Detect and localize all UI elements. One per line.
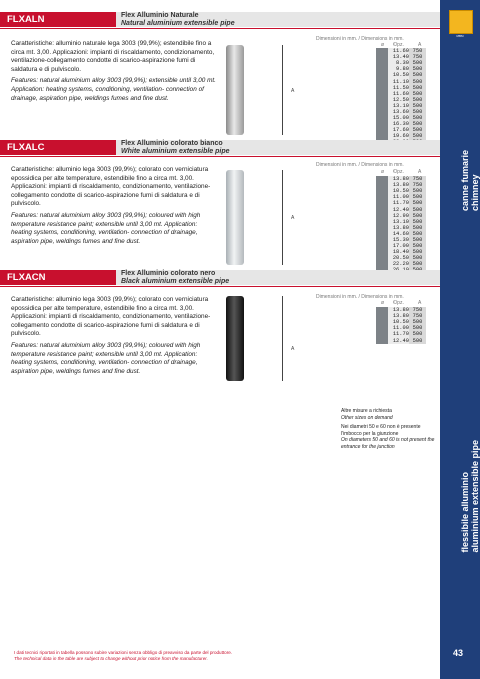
cell-length: 500 [409,91,426,97]
product-code-flxalc: FLXALC [0,140,123,155]
disclaimer-en: The technical data in the table are subject to change without prior notice from the manufacturer. [14,656,208,661]
product-description [11,40,216,103]
cell-price: 19.60 [388,133,409,139]
logo-label: MBM [456,34,464,38]
cell-length: 500 [409,115,426,121]
dimension-line [282,296,283,381]
dimensions-header: Dimensioni in mm. / Dimensions in mm. [316,162,404,168]
description-en: Features: natural aluminium alloy 3003 (99,9%); coloured with high temperature resistance paint; extensible until 3,00 mt. Application: heating systems, conditioning, ventilation- connection of drainage, aspiration pipe, weldings fumes and fine dust. [11,211,201,245]
cell-price: 17.00 [388,243,409,249]
cell-price: 11.50 [388,85,409,91]
page-number: 43 [453,648,464,658]
cell-length: 500 [409,194,426,200]
cell-length: 500 [409,121,426,127]
product-family-label [460,440,480,553]
cell-price: 12.40 [388,206,409,212]
product-title-it: Flex Alluminio colorato nero [121,270,216,277]
product-title-en: Black aluminium extensible pipe [121,278,230,285]
cell-length: 750 [409,54,426,60]
product-code-flxaln: FLXALN [0,12,123,27]
description-it: Caratteristiche: alluminio naturale lega 3003 (99,9%); estendibile fino a circa mt. 3,00. Applicazioni: impianti di riscaldamento, condizionamento, ventilazione-collegamento condotte di scarico-aspirazione fumi di saldatura e di pulviscolo. [11,40,215,73]
cell-length: 500 [409,133,426,139]
cell-length: 500 [409,219,426,225]
dimensions-header: Dimensioni in mm. / Dimensions in mm. [316,294,404,300]
col-length: A [418,42,422,48]
product-description [11,296,216,376]
cell-length: 500 [409,206,426,212]
note-sizes-en: Other sizes on demand [341,414,393,421]
cell-length: 500 [409,319,426,325]
cell-price: 13.80 [388,307,409,313]
pipe-image-white [226,170,244,265]
footer-disclaimer [14,650,232,662]
col-price: €/pz. [393,169,404,175]
cell-price: 10.50 [388,319,409,325]
disclaimer-it: I dati tecnici riportati in tabella possono subire variazioni senza obbligo di preavviso da parte del produttore. [14,650,233,655]
product-title-it: Flex Alluminio Naturale [121,12,199,19]
cell-length: 500 [409,78,426,84]
cell-price: 13.10 [388,103,409,109]
dimensions-table [376,307,426,344]
cell-length: 500 [409,109,426,115]
cell-price: 11.60 [388,91,409,97]
cell-length: 500 [409,243,426,249]
dimensions-table [376,176,426,274]
category-label-en: chimney [470,174,480,212]
cell-length: 500 [409,237,426,243]
pipe-image-natural [226,45,244,135]
description-en: Features: natural aluminium alloy 3003 (99,9%); extensible until 3,00 mt. Application: heating systems, conditioning, ventilation- connection of drainage, aspiration pipe, weldings fumes and fine dust. [11,77,216,102]
cell-length: 750 [409,48,426,54]
cell-length: 500 [409,127,426,133]
section-divider [0,156,440,157]
product-family-it: flessibile alluminio [460,472,470,553]
note-junction-en: On diameters 50 and 60 is not present the entrance for the junction [341,437,435,450]
sidebar-band [440,0,480,679]
cell-diameter [376,337,388,343]
col-price: €/pz. [393,300,404,306]
dimension-line [282,45,283,135]
cell-price: 10.50 [388,72,409,78]
product-title-en: Natural aluminium extensible pipe [121,20,235,27]
cell-price: 9.80 [388,66,409,72]
cell-length: 500 [409,188,426,194]
cell-length: 500 [409,331,426,337]
cell-price: 16.30 [388,121,409,127]
cell-length: 500 [409,66,426,72]
dimensions-table [376,48,426,146]
col-diameter: ø [381,42,385,48]
product-title-it: Flex Alluminio colorato bianco [121,140,223,147]
cell-price: 14.60 [388,231,409,237]
section-divider [0,286,440,287]
col-price: €/pz. [393,42,404,48]
table-row [376,337,426,343]
description-it: Caratteristiche: alluminio lega 3003 (99,9%); colorato con verniciatura epossidica per alte temperature, estendibile fino a circa mt. 3,00. Applicazioni: impianti di riscaldamento, condizionamento, ventilazione-collegamento condotte di scarico-aspirazione fumi di saldatura e di pulviscolo. [11,296,211,338]
cell-length: 500 [409,85,426,91]
cell-length: 500 [409,72,426,78]
cell-length: 500 [409,103,426,109]
cell-price: 11.70 [388,200,409,206]
cell-price: 13.40 [388,54,409,60]
cell-price: 13.60 [388,109,409,115]
brand-logo [449,10,473,34]
pipe-image-black [226,296,244,381]
note-junction-it: Nei diametri 50 e 60 non è presente l'imbocco per la giunzione [341,424,421,437]
notes-block [341,408,439,450]
cell-price: 11.00 [388,194,409,200]
cell-price: 10.50 [388,188,409,194]
cell-price: 8.30 [388,60,409,66]
cell-length: 750 [409,176,426,182]
cell-price: 11.60 [388,48,409,54]
dimensions-header: Dimensioni in mm. / Dimensions in mm. [316,36,404,42]
description-it: Caratteristiche: alluminio lega 3003 (99,9%); colorato con verniciatura epossidica per alte temperature, estendibile fino a circa mt. 3,00. Applicazioni: impianti di riscaldamento, condizionamento, ventilazione-collegamento condotte di scarico-aspirazione fumi di saldatura e di pulviscolo. [11,166,211,208]
cell-length: 750 [409,182,426,188]
cell-length: 500 [409,325,426,331]
cell-length: 500 [409,231,426,237]
product-title-en: White aluminium extensible pipe [121,148,230,155]
cell-price: 17.60 [388,127,409,133]
cell-length: 500 [409,261,426,267]
cell-price: 11.10 [388,78,409,84]
cell-price: 12.50 [388,97,409,103]
dimension-a-label: A [291,215,295,221]
cell-length: 500 [409,255,426,261]
col-length: A [418,300,422,306]
col-length: A [418,169,422,175]
section-divider [0,28,440,29]
cell-length: 750 [409,307,426,313]
cell-price: 15.30 [388,237,409,243]
description-en: Features: natural aluminium alloy 3003 (99,9%); coloured with high temperature resistance paint; extensible until 3,00 mt. Application: heating systems, conditioning, ventilation- connection of drainage, aspiration pipe, weldings fumes and fine dust. [11,341,201,375]
category-label-it: canne fumarie [460,150,470,212]
product-family-en: aluminium extensible pipe [470,440,480,553]
cell-length: 500 [409,225,426,231]
cell-length: 500 [409,60,426,66]
category-label [460,150,480,211]
cell-price: 13.80 [388,313,409,319]
cell-price: 18.40 [388,249,409,255]
cell-length: 750 [409,313,426,319]
cell-price: 11.00 [388,325,409,331]
cell-length: 500 [409,213,426,219]
dimension-a-label: A [291,88,295,94]
cell-price: 12.90 [388,213,409,219]
col-diameter: ø [381,169,385,175]
product-code-flxacn: FLXACN [0,270,123,285]
cell-price: 15.00 [388,115,409,121]
cell-length: 500 [409,337,426,343]
cell-price: 13.80 [388,176,409,182]
cell-length: 500 [409,249,426,255]
product-description [11,166,216,246]
col-diameter: ø [381,300,385,306]
dimension-a-label: A [291,346,295,352]
cell-price: 20.50 [388,255,409,261]
cell-price: 11.70 [388,331,409,337]
cell-price: 13.80 [388,182,409,188]
dimension-line [282,170,283,265]
cell-price: 22.20 [388,261,409,267]
cell-price: 12.40 [388,337,409,343]
cell-length: 500 [409,97,426,103]
cell-length: 500 [409,200,426,206]
cell-price: 13.10 [388,219,409,225]
cell-price: 13.80 [388,225,409,231]
note-sizes-it: Altre misure a richiesta [341,408,392,414]
